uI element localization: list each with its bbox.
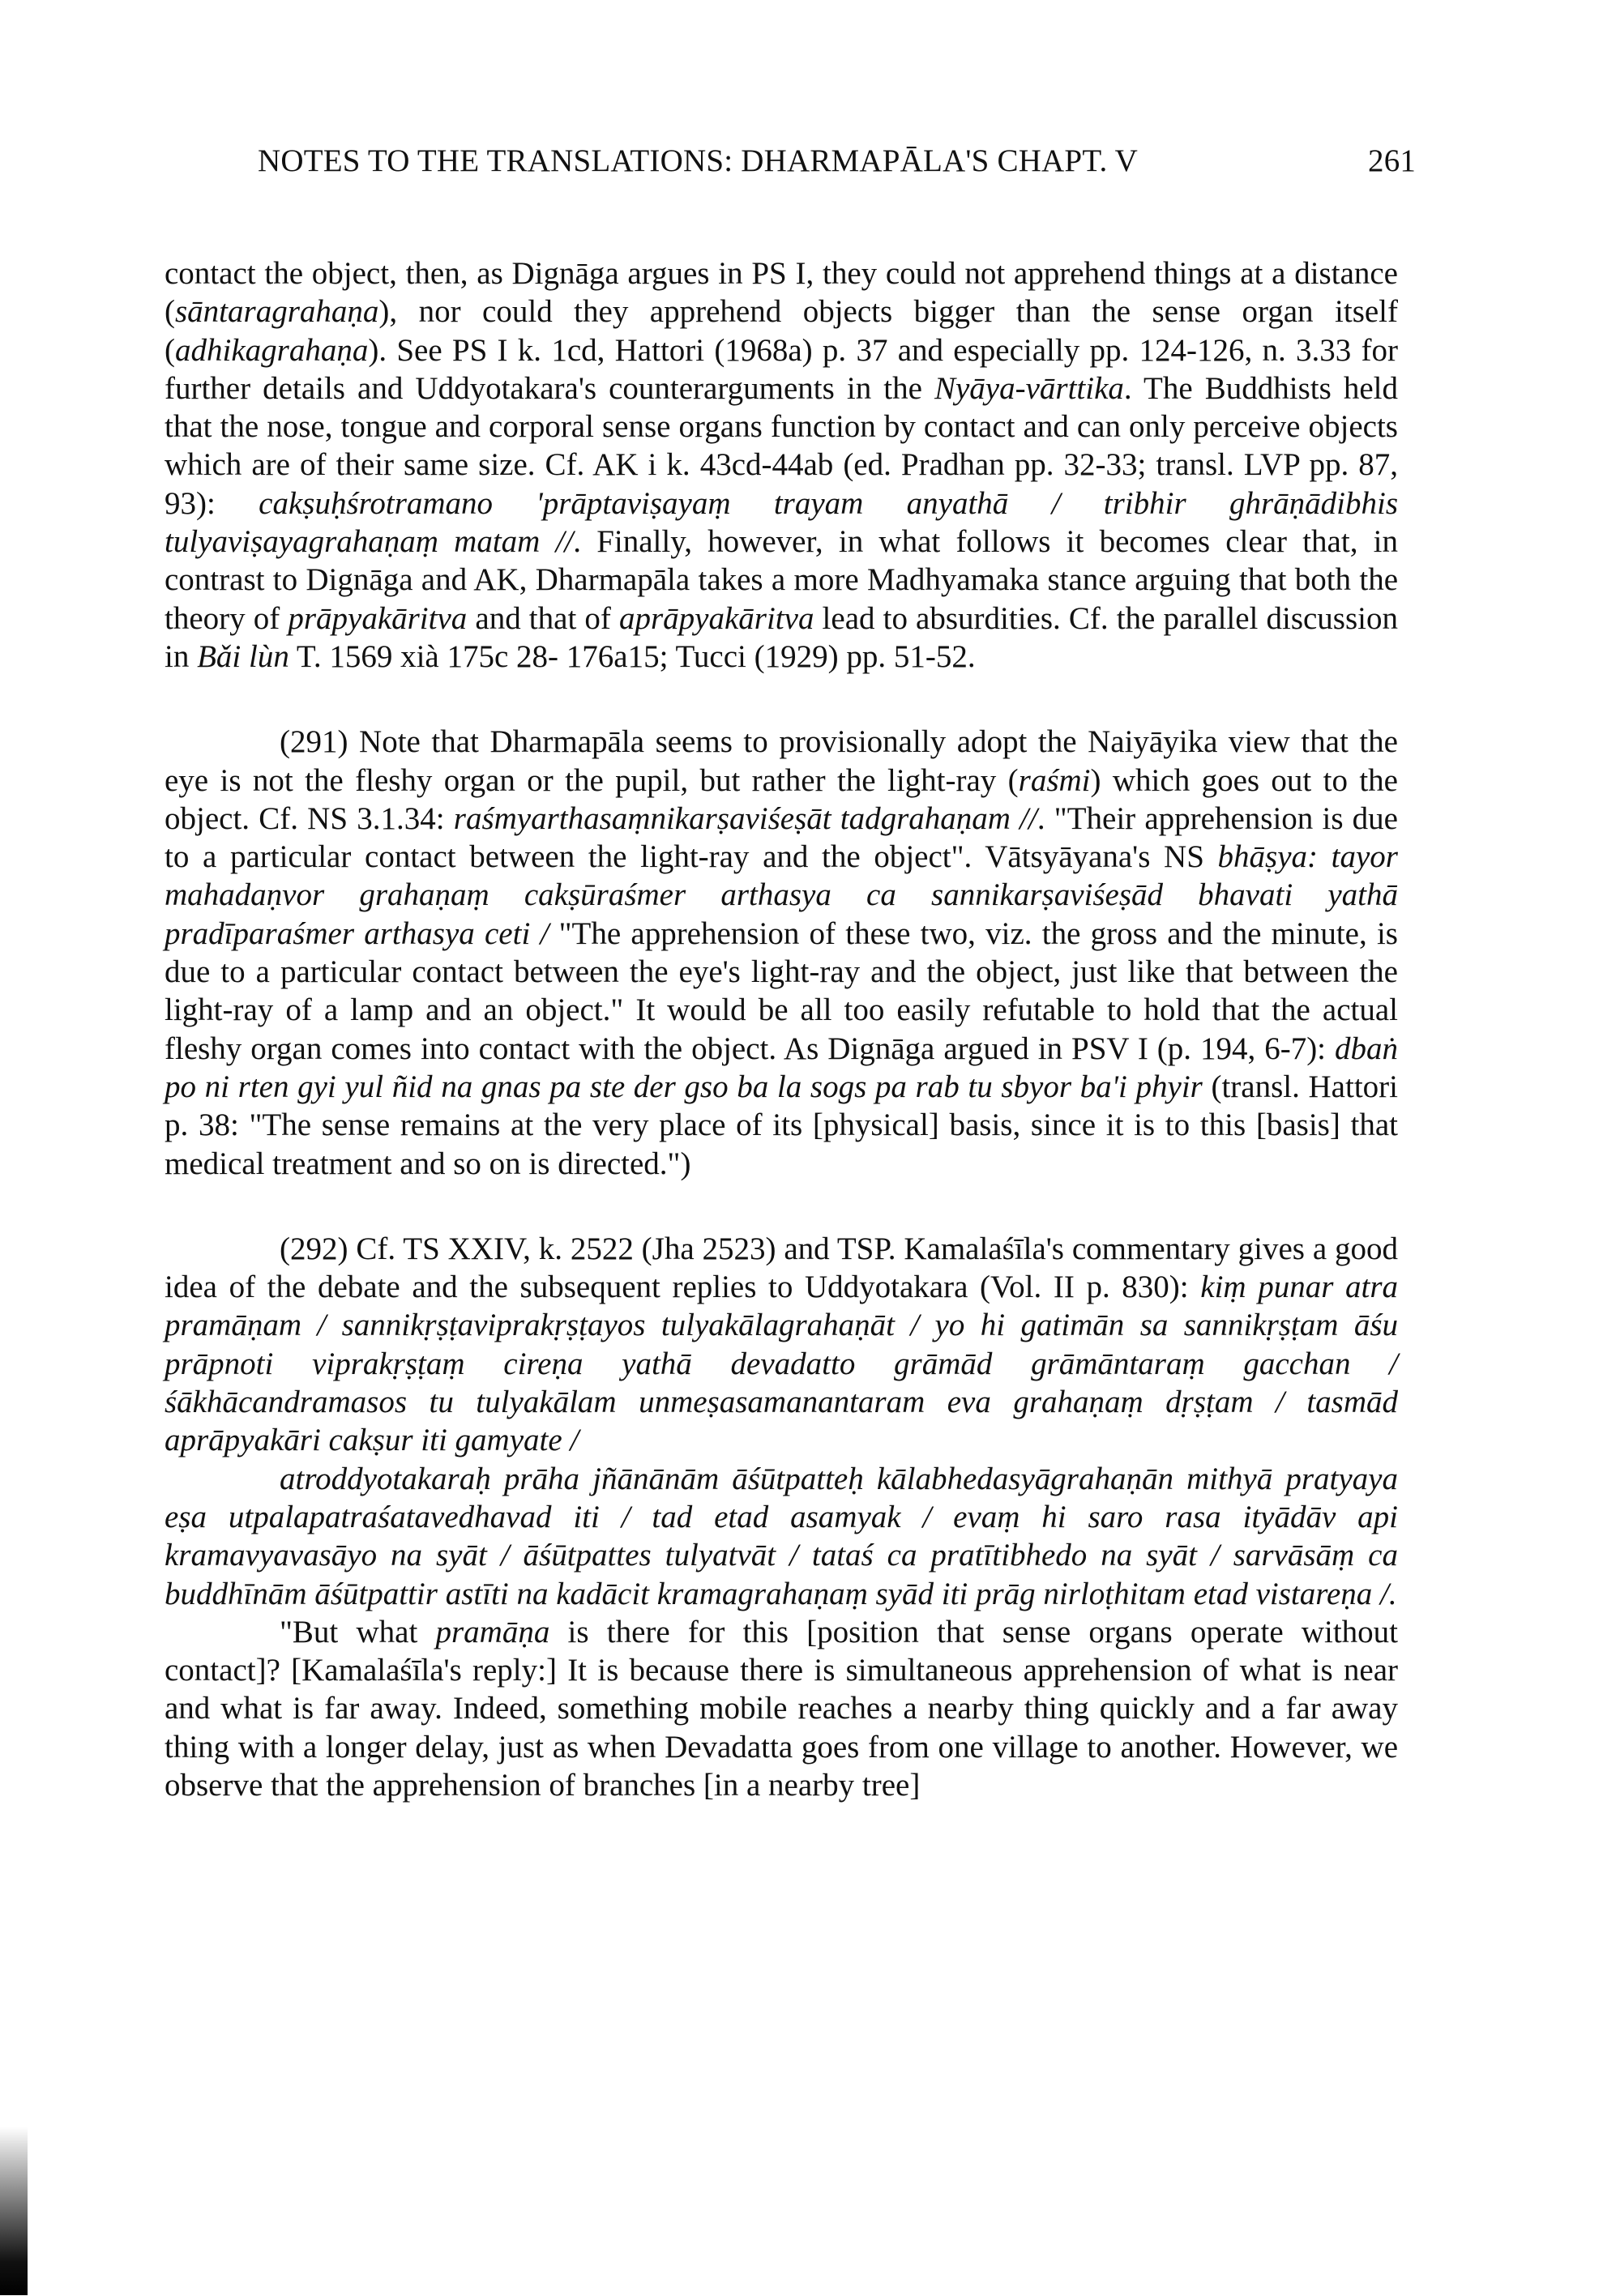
- paragraph-gap: [165, 676, 1398, 723]
- text-run: . "Their apprehension is due to a particular contact between the light-ray and the object". Vātsyāyana's NS: [165, 800, 1398, 875]
- text-run: lead to absurdities. Cf. the parallel discussion in: [165, 600, 1399, 674]
- footnote-291: [165, 723, 1398, 1183]
- italic-term: raśmyarthasaṃnikarṣaviśeṣāt tadgrahaṇam //: [453, 800, 1037, 836]
- text-run: T. 1569 xià 175c 28- 176a15; Tucci (1929) pp. 51-52.: [289, 638, 976, 674]
- running-header: [258, 143, 1417, 179]
- italic-term: aprāpyakāritva: [618, 600, 814, 636]
- text-run: "But what: [280, 1614, 436, 1649]
- italic-term: prāpyakāritva: [288, 600, 468, 636]
- footnote-292-translation: [165, 1613, 1398, 1804]
- text-run: (291) Note that Dharmapāla seems to provisionally adopt the Naiyāyika view that the eye is not the fleshy organ or the pupil, but rather the light-ray (: [165, 724, 1398, 798]
- text-run: (transl. Hattori p. 38: "The sense remains at the very place of its [physical] basis, since it is to this [basis] that medical treatment and so on is directed."): [165, 1069, 1398, 1181]
- italic-term: kiṃ punar atra pramāṇam / sannikṛṣṭaviprakṛṣṭayos tulyakālagrahaṇāt / yo hi gatimān sa sannikṛṣṭam āśu prāpnoti viprakṛṣṭaṃ cireṇa yathā devadatto grāmād grāmāntaraṃ gacchan / śākhācandramasos tu tulyakālam unmeṣasamanantaram eva grahaṇaṃ dṛṣṭam / tasmād aprāpyakāri cakṣur iti gamyate /: [165, 1270, 1399, 1458]
- text-run: and that of: [467, 600, 619, 636]
- italic-term: adhikagrahaṇa: [175, 332, 369, 368]
- text-run: ) which goes out to the object. Cf. NS 3.1.34:: [165, 762, 1398, 836]
- chapter-title: NOTES TO THE TRANSLATIONS: DHARMAPĀLA'S CHAPT. V: [258, 143, 1139, 178]
- text-run: . The Buddhists held that the nose, tongue and corporal sense organs function by contact and can only perceive objects which are of their same size. Cf. AK i k. 43cd-44ab (ed. Pradhan pp. 32-33; transl. LVP pp. 87, 93):: [165, 370, 1398, 521]
- paragraph-gap: [165, 1183, 1398, 1230]
- footnote-292-sanskrit-quote: [165, 1460, 1398, 1613]
- text-run: . Finally, however, in what follows it becomes clear that, in contrast to Dignāga and AK, Dharmapāla takes a more Madhyamaka stance arguing that both the theory of: [165, 524, 1399, 636]
- text-run: contact the object, then, as Dignāga argues in PS I, they could not apprehend things at a distance (: [165, 256, 1398, 330]
- text-run: ). See PS I k. 1cd, Hattori (1968a) p. 37 and especially pp. 124-126, n. 3.33 for further details and Uddyotakara's counterarguments in the: [165, 332, 1398, 406]
- text-run: ), nor could they apprehend objects bigger than the sense organ itself (: [165, 294, 1398, 368]
- scan-edge-artifact: [0, 2127, 28, 2295]
- italic-term: bhāṣya: tayor mahadaṇvor grahaṇaṃ cakṣūraśmer arthasya ca sannikarṣaviśeṣād bhavati yathā pradīparaśmer arthasya ceti /: [165, 839, 1398, 951]
- text-run: is there for this [position that sense organs operate without contact]? [Kamalaśīla's reply:] It is because there is simultaneous apprehension of what is near and what is far away. Indeed, something mobile reaches a nearby thing quickly and a far away thing with a longer delay, just as when Devadatta goes from one village to another. However, we observe that the apprehension of branches [in a nearby tree]: [165, 1614, 1398, 1803]
- italic-term: sāntaragrahaṇa: [175, 294, 379, 330]
- italic-term: Nyāya-vārttika: [934, 370, 1124, 406]
- text-run: (292) Cf. TS XXIV, k. 2522 (Jha 2523) and TSP. Kamalaśīla's commentary gives a good idea of the debate and the subsequent replies to Uddyotakara (Vol. II p. 830):: [165, 1231, 1398, 1305]
- italic-term: dbaṅ po ni rten gyi yul ñid na gnas pa ste der gso ba la sogs pa rab tu sbyor ba'i phyir: [165, 1031, 1398, 1104]
- text-run: "The apprehension of these two, viz. the gross and the minute, is due to a particular contact between the eye's light-ray and the object, just like that between the light-ray of a lamp and an object." It would be all too easily refutable to hold that the actual fleshy organ comes into contact with the object. As Dignāga argued in PSV I (p. 194, 6-7):: [165, 915, 1398, 1066]
- page-body: [165, 254, 1398, 1804]
- paragraph-continuation: [165, 254, 1398, 676]
- footnote-292: [165, 1230, 1398, 1460]
- italic-term: cakṣuḥśrotramano 'prāptaviṣayaṃ trayam anyathā / tribhir ghrāṇādibhis tulyaviṣayagrahaṇaṃ matam //: [165, 485, 1398, 560]
- page-number: 261: [1368, 143, 1417, 178]
- italic-term: Bǎi lùn: [197, 638, 289, 674]
- italic-term: raśmi: [1018, 762, 1091, 798]
- italic-term: pramāṇa: [435, 1614, 550, 1649]
- italic-term: atroddyotakaraḥ prāha jñānānām āśūtpatteḥ kālabhedasyāgrahaṇān mithyā pratyaya eṣa utpalapatraśatavedhavad iti / tad etad asamyak / evaṃ hi saro rasa ityādāv api kramavyavasāyo na syāt / āśūtpattes tulyatvāt / tataś ca pratītibhedo na syāt / sarvāsāṃ ca buddhīnām āśūtpattir astīti na kadācit kramagrahaṇaṃ syād iti prāg nirloṭhitam etad vistareṇa /.: [165, 1461, 1398, 1611]
